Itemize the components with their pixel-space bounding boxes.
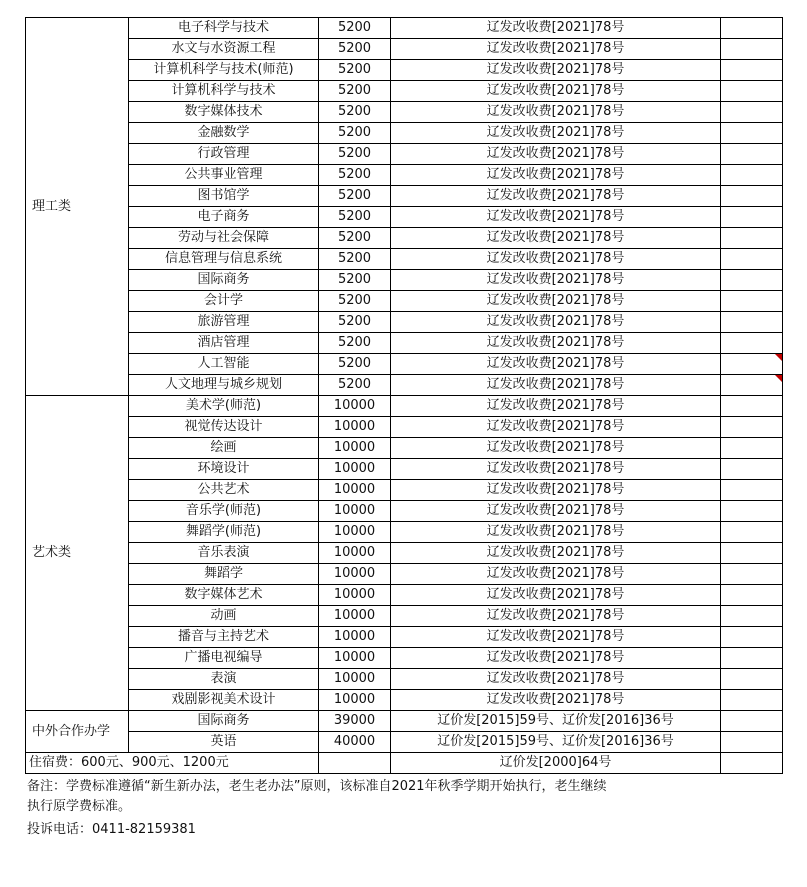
empty-cell	[721, 291, 783, 312]
fee-cell: 10000	[319, 690, 391, 711]
table-row	[26, 606, 783, 627]
complaint-phone: 投诉电话：0411-82159381	[27, 822, 196, 837]
basis-cell: 辽发改收费[2021]78号	[391, 102, 721, 123]
empty-cell	[721, 753, 783, 774]
fee-cell: 5200	[319, 270, 391, 291]
fee-cell: 5200	[319, 312, 391, 333]
dorm-fee-row	[26, 753, 783, 774]
basis-cell: 辽发改收费[2021]78号	[391, 585, 721, 606]
dorm-basis-cell: 辽价发[2000]64号	[391, 753, 721, 774]
empty-cell	[721, 39, 783, 60]
table-row	[26, 438, 783, 459]
fee-cell: 5200	[319, 375, 391, 396]
table-row	[26, 333, 783, 354]
empty-cell	[721, 648, 783, 669]
fee-cell: 5200	[319, 165, 391, 186]
fee-cell: 5200	[319, 81, 391, 102]
category-cell: 中外合作办学	[26, 711, 129, 753]
major-cell: 旅游管理	[129, 312, 319, 333]
empty-cell	[721, 375, 783, 396]
basis-cell: 辽发改收费[2021]78号	[391, 207, 721, 228]
fee-cell: 5200	[319, 144, 391, 165]
fee-cell: 5200	[319, 249, 391, 270]
table-row	[26, 627, 783, 648]
table-row	[26, 669, 783, 690]
basis-cell: 辽发改收费[2021]78号	[391, 417, 721, 438]
empty-cell	[721, 186, 783, 207]
table-row	[26, 81, 783, 102]
category-cell: 艺术类	[26, 396, 129, 711]
comment-marker-icon	[775, 375, 782, 382]
fee-cell: 39000	[319, 711, 391, 732]
fee-cell: 10000	[319, 501, 391, 522]
major-cell: 国际商务	[129, 711, 319, 732]
major-cell: 数字媒体艺术	[129, 585, 319, 606]
empty-cell	[721, 270, 783, 291]
basis-cell: 辽发改收费[2021]78号	[391, 606, 721, 627]
major-cell: 行政管理	[129, 144, 319, 165]
table-row	[26, 732, 783, 753]
basis-cell: 辽发改收费[2021]78号	[391, 312, 721, 333]
fee-cell: 10000	[319, 459, 391, 480]
table-row	[26, 18, 783, 39]
category-cell: 理工类	[26, 18, 129, 396]
fee-cell: 10000	[319, 480, 391, 501]
major-cell: 美术学(师范)	[129, 396, 319, 417]
empty-cell	[721, 585, 783, 606]
fee-cell: 10000	[319, 585, 391, 606]
empty-cell	[721, 522, 783, 543]
major-cell: 图书馆学	[129, 186, 319, 207]
major-cell: 环境设计	[129, 459, 319, 480]
table-row	[26, 417, 783, 438]
empty-cell	[721, 60, 783, 81]
table-row	[26, 375, 783, 396]
fee-cell: 10000	[319, 396, 391, 417]
basis-cell: 辽发改收费[2021]78号	[391, 186, 721, 207]
fee-cell: 10000	[319, 606, 391, 627]
table-row	[26, 711, 783, 732]
table-row	[26, 564, 783, 585]
empty-cell	[721, 18, 783, 39]
basis-cell: 辽发改收费[2021]78号	[391, 480, 721, 501]
empty-cell	[721, 711, 783, 732]
empty-cell	[721, 732, 783, 753]
fee-cell: 5200	[319, 207, 391, 228]
empty-cell	[721, 480, 783, 501]
basis-cell: 辽发改收费[2021]78号	[391, 501, 721, 522]
table-row	[26, 186, 783, 207]
empty-cell	[721, 501, 783, 522]
major-cell: 人文地理与城乡规划	[129, 375, 319, 396]
major-cell: 人工智能	[129, 354, 319, 375]
table-row	[26, 459, 783, 480]
major-cell: 金融数学	[129, 123, 319, 144]
major-cell: 绘画	[129, 438, 319, 459]
fee-table	[25, 17, 783, 774]
basis-cell: 辽发改收费[2021]78号	[391, 165, 721, 186]
fee-cell: 5200	[319, 60, 391, 81]
major-cell: 电子科学与技术	[129, 18, 319, 39]
major-cell: 会计学	[129, 291, 319, 312]
major-cell: 国际商务	[129, 270, 319, 291]
major-cell: 音乐学(师范)	[129, 501, 319, 522]
fee-cell: 5200	[319, 228, 391, 249]
empty-cell	[721, 249, 783, 270]
major-cell: 计算机科学与技术	[129, 81, 319, 102]
remark-line-1: 备注：学费标准遵循“新生新办法，老生老办法”原则，该标准自2021年秋季学期开始执行，老生继续	[27, 779, 607, 794]
table-row	[26, 396, 783, 417]
empty-cell	[721, 690, 783, 711]
table-row	[26, 312, 783, 333]
basis-cell: 辽发改收费[2021]78号	[391, 333, 721, 354]
fee-cell: 5200	[319, 39, 391, 60]
basis-cell: 辽发改收费[2021]78号	[391, 270, 721, 291]
basis-cell: 辽价发[2015]59号、辽价发[2016]36号	[391, 732, 721, 753]
basis-cell: 辽发改收费[2021]78号	[391, 249, 721, 270]
major-cell: 舞蹈学	[129, 564, 319, 585]
empty-cell	[721, 312, 783, 333]
table-row	[26, 543, 783, 564]
basis-cell: 辽发改收费[2021]78号	[391, 543, 721, 564]
table-row	[26, 123, 783, 144]
major-cell: 英语	[129, 732, 319, 753]
fee-cell: 5200	[319, 18, 391, 39]
basis-cell: 辽发改收费[2021]78号	[391, 18, 721, 39]
basis-cell: 辽发改收费[2021]78号	[391, 690, 721, 711]
fee-cell: 5200	[319, 333, 391, 354]
basis-cell: 辽发改收费[2021]78号	[391, 39, 721, 60]
empty-cell	[721, 144, 783, 165]
major-cell: 电子商务	[129, 207, 319, 228]
table-row	[26, 291, 783, 312]
major-cell: 数字媒体技术	[129, 102, 319, 123]
table-row	[26, 39, 783, 60]
fee-cell: 10000	[319, 669, 391, 690]
basis-cell: 辽发改收费[2021]78号	[391, 396, 721, 417]
basis-cell: 辽发改收费[2021]78号	[391, 60, 721, 81]
fee-cell: 10000	[319, 438, 391, 459]
fee-cell: 5200	[319, 123, 391, 144]
table-row	[26, 228, 783, 249]
empty-cell	[721, 207, 783, 228]
empty-cell	[721, 417, 783, 438]
fee-cell: 10000	[319, 564, 391, 585]
table-row	[26, 165, 783, 186]
basis-cell: 辽发改收费[2021]78号	[391, 144, 721, 165]
major-cell: 劳动与社会保障	[129, 228, 319, 249]
major-cell: 公共事业管理	[129, 165, 319, 186]
fee-table-body	[26, 18, 783, 774]
basis-cell: 辽发改收费[2021]78号	[391, 648, 721, 669]
major-cell: 视觉传达设计	[129, 417, 319, 438]
basis-cell: 辽发改收费[2021]78号	[391, 669, 721, 690]
basis-cell: 辽发改收费[2021]78号	[391, 627, 721, 648]
major-cell: 音乐表演	[129, 543, 319, 564]
table-row	[26, 249, 783, 270]
basis-cell: 辽发改收费[2021]78号	[391, 354, 721, 375]
empty-cell	[721, 459, 783, 480]
basis-cell: 辽发改收费[2021]78号	[391, 291, 721, 312]
fee-cell: 10000	[319, 522, 391, 543]
basis-cell: 辽发改收费[2021]78号	[391, 438, 721, 459]
table-row	[26, 102, 783, 123]
fee-cell: 10000	[319, 417, 391, 438]
table-row	[26, 522, 783, 543]
major-cell: 广播电视编导	[129, 648, 319, 669]
fee-cell: 40000	[319, 732, 391, 753]
empty-cell	[721, 669, 783, 690]
empty-cell	[721, 438, 783, 459]
empty-cell	[721, 165, 783, 186]
comment-marker-icon	[775, 354, 782, 361]
empty-cell	[721, 333, 783, 354]
major-cell: 舞蹈学(师范)	[129, 522, 319, 543]
basis-cell: 辽发改收费[2021]78号	[391, 375, 721, 396]
basis-cell: 辽价发[2015]59号、辽价发[2016]36号	[391, 711, 721, 732]
major-cell: 公共艺术	[129, 480, 319, 501]
basis-cell: 辽发改收费[2021]78号	[391, 228, 721, 249]
empty-cell	[721, 396, 783, 417]
fee-cell: 5200	[319, 102, 391, 123]
basis-cell: 辽发改收费[2021]78号	[391, 564, 721, 585]
major-cell: 戏剧影视美术设计	[129, 690, 319, 711]
dorm-fee-cell: 住宿费：600元、900元、1200元	[26, 753, 319, 774]
basis-cell: 辽发改收费[2021]78号	[391, 522, 721, 543]
basis-cell: 辽发改收费[2021]78号	[391, 81, 721, 102]
empty-cell	[721, 543, 783, 564]
fee-cell: 5200	[319, 291, 391, 312]
table-row	[26, 144, 783, 165]
table-row	[26, 690, 783, 711]
empty-cell	[721, 123, 783, 144]
empty-cell	[721, 564, 783, 585]
fee-cell: 10000	[319, 543, 391, 564]
fee-cell: 5200	[319, 354, 391, 375]
table-row	[26, 480, 783, 501]
major-cell: 表演	[129, 669, 319, 690]
empty-cell	[319, 753, 391, 774]
major-cell: 播音与主持艺术	[129, 627, 319, 648]
empty-cell	[721, 81, 783, 102]
empty-cell	[721, 102, 783, 123]
major-cell: 动画	[129, 606, 319, 627]
empty-cell	[721, 228, 783, 249]
major-cell: 水文与水资源工程	[129, 39, 319, 60]
table-row	[26, 648, 783, 669]
table-row	[26, 270, 783, 291]
remark-line-2: 执行原学费标准。	[27, 799, 132, 814]
fee-cell: 10000	[319, 648, 391, 669]
empty-cell	[721, 627, 783, 648]
basis-cell: 辽发改收费[2021]78号	[391, 123, 721, 144]
table-row	[26, 354, 783, 375]
empty-cell	[721, 354, 783, 375]
fee-cell: 10000	[319, 627, 391, 648]
fee-cell: 5200	[319, 186, 391, 207]
table-row	[26, 501, 783, 522]
table-row	[26, 207, 783, 228]
major-cell: 信息管理与信息系统	[129, 249, 319, 270]
table-row	[26, 585, 783, 606]
major-cell: 酒店管理	[129, 333, 319, 354]
table-row	[26, 60, 783, 81]
basis-cell: 辽发改收费[2021]78号	[391, 459, 721, 480]
empty-cell	[721, 606, 783, 627]
major-cell: 计算机科学与技术(师范)	[129, 60, 319, 81]
